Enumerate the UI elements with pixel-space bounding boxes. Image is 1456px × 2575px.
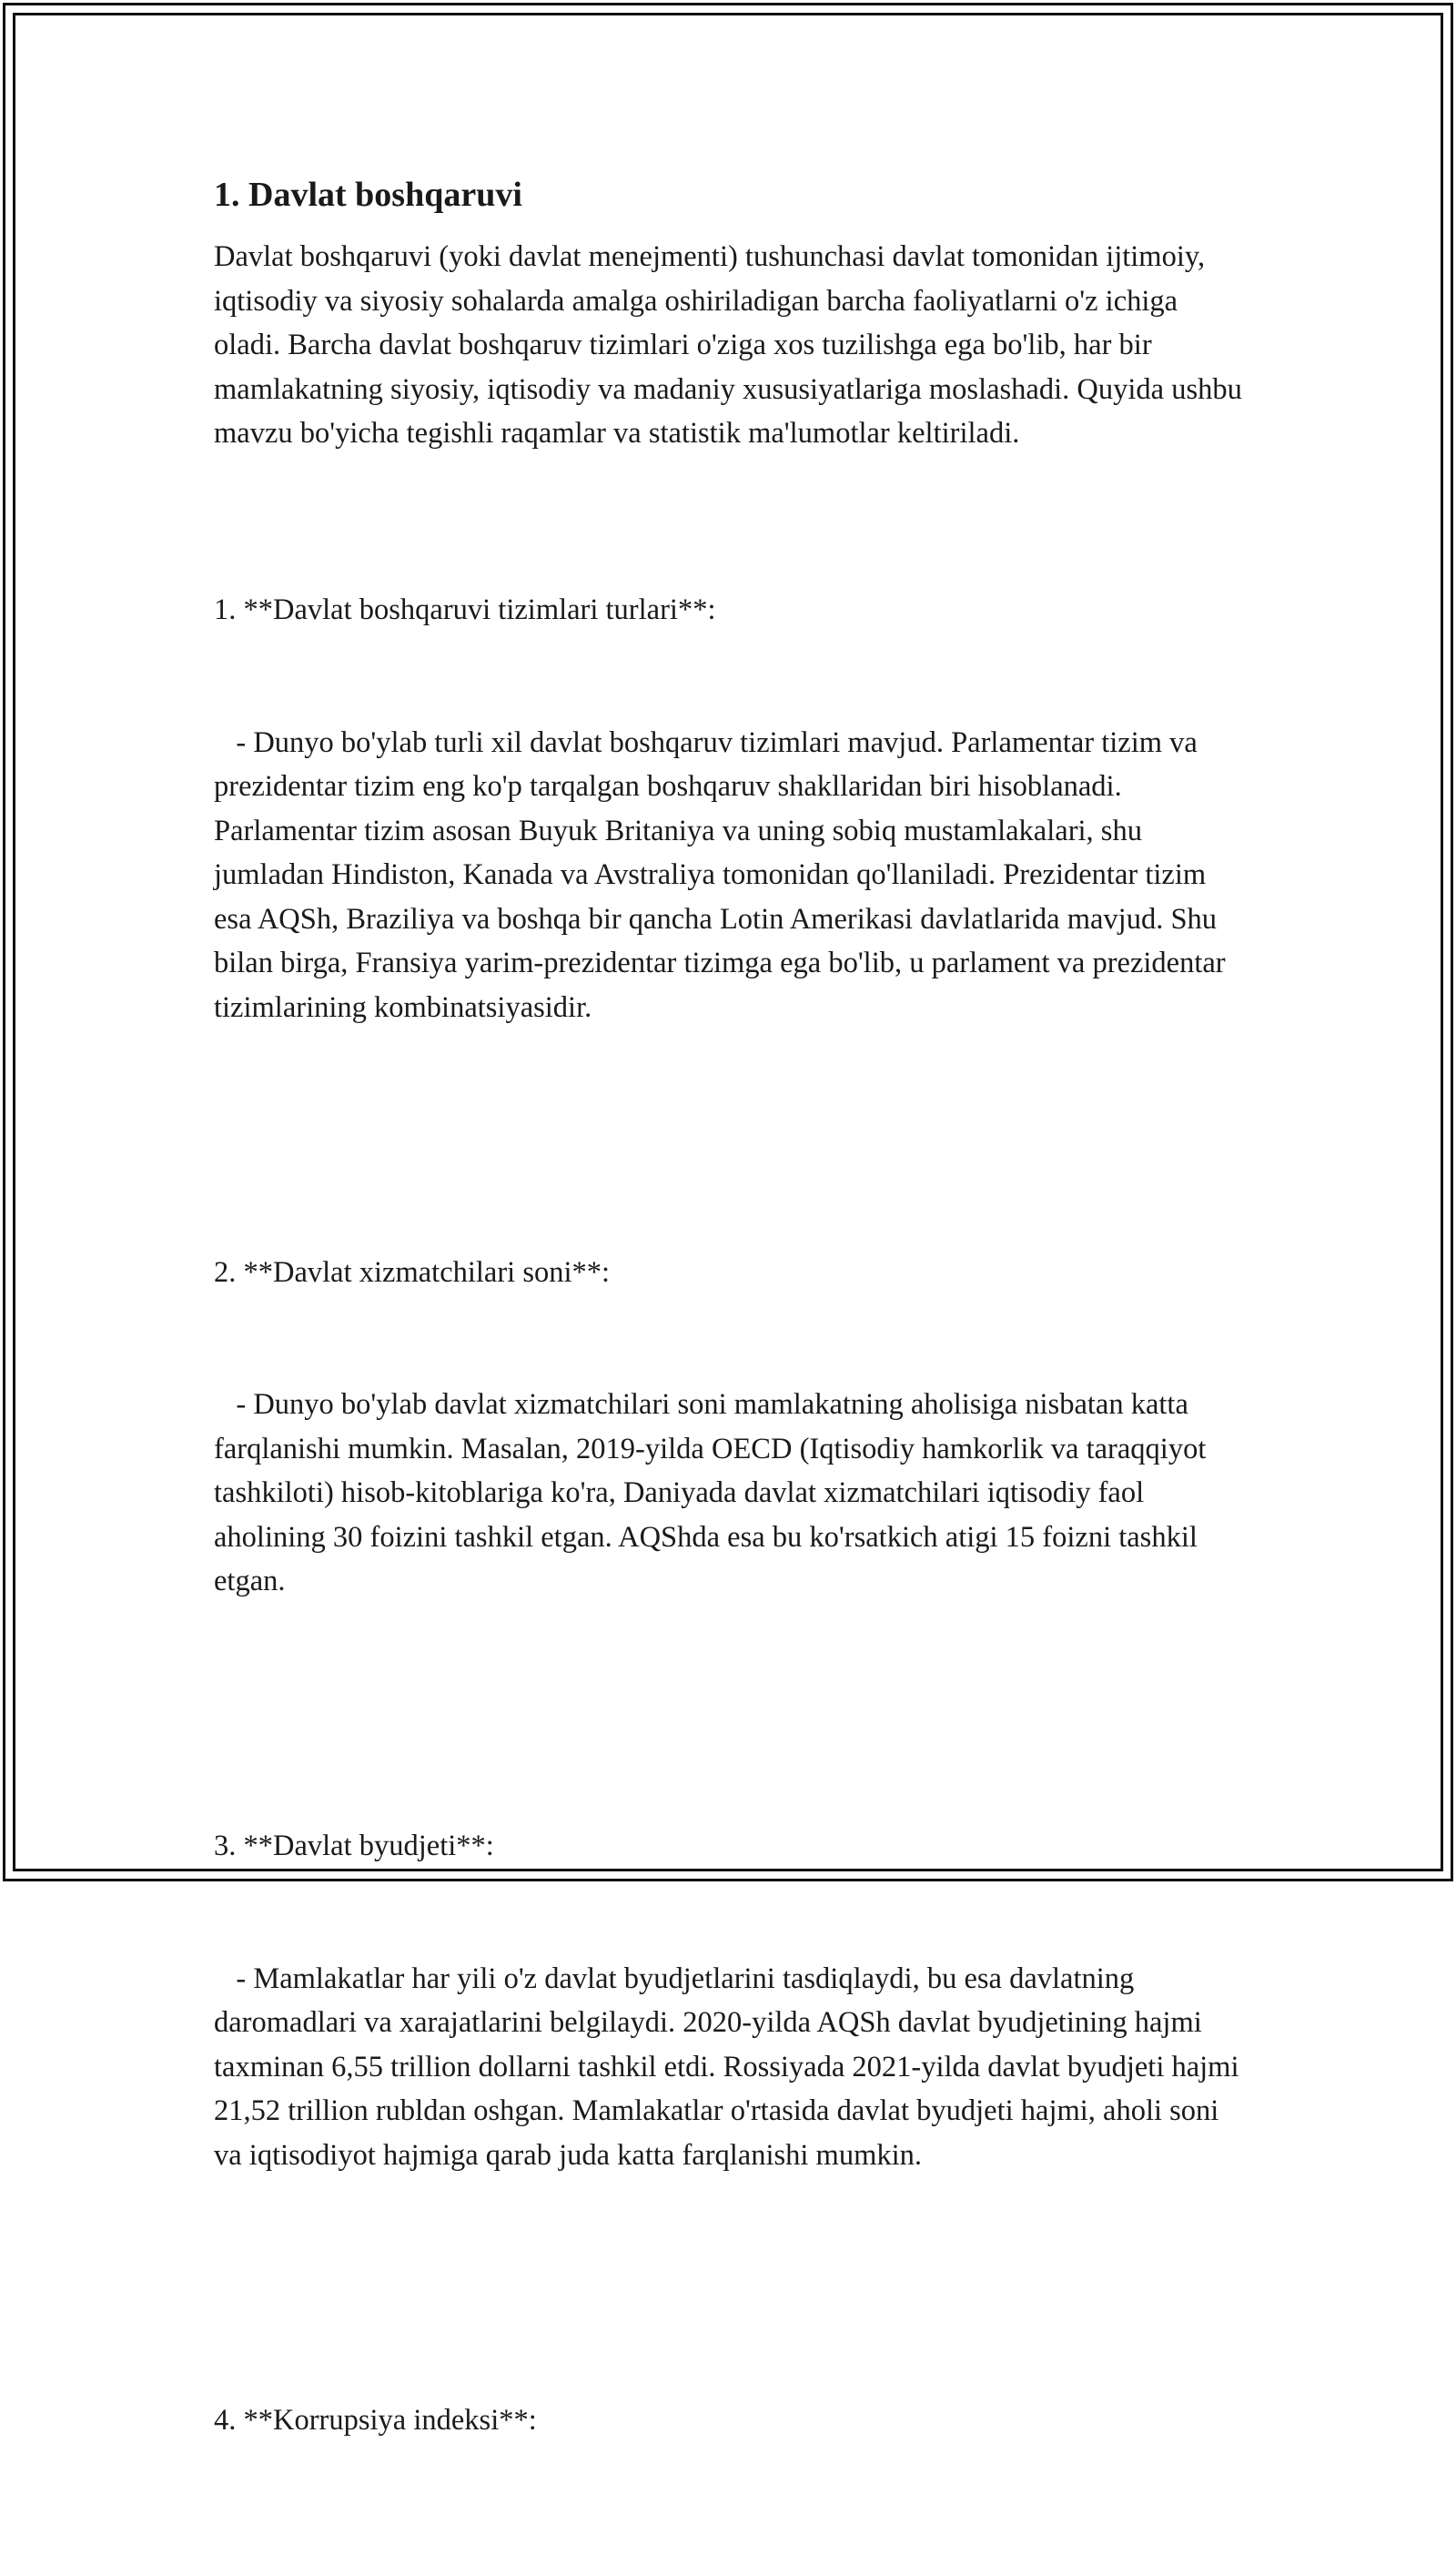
intro-paragraph: Davlat boshqaruvi (yoki davlat menejmenti) tushunchasi davlat tomonidan ijtimoiy, iqtisodiy va siyosiy sohalarda amalga oshiriladigan barcha faoliyatlarni o'z ichiga oladi. Barcha davlat boshqaruv tizimlari o'ziga xos tuzilishga ega bo'lib, har bir mamlakatning siyosiy, iqtisodiy va madaniy xususiyatlariga moslashadi. Quyida ushbu mavzu bo'yicha tegishli raqamlar va statistik ma'lumotlar keltiriladi. [214,240,1249,450]
list-item [214,1736,1247,2266]
document-title: 1. Davlat boshqaruvi [214,176,522,214]
list-item-body: - Dunyo bo'ylab turli xil davlat boshqaruv tizimlari mavjud. Parlamentar tizim va prezidentar tizim eng ko'p tarqalgan boshqaruv shakllaridan biri hisoblanadi. Parlamentar tizim asosan Buyuk Britaniya va uning sobiq mustamlakalari, shu jumladan Hindiston, Kanada va Avstraliya tomonidan qo'llaniladi. Prezidentar tizim esa AQSh, Braziliya va boshqa bir qancha Lotin Amerikasi davlatlarida mavjud. Shu bilan birga, Fransiya yarim-prezidentar tizimga ega bo'lib, u parlament va prezidentar tizimlarining kombinatsiyasidir. [214,725,1233,1024]
list-item-heading: 2. **Davlat xizmatchilari soni**: [214,1255,611,1289]
document-body [214,171,1247,2575]
list-item [214,1162,1247,1692]
list-item [214,500,1247,1118]
list-item-heading: 4. **Korrupsiya indeksi**: [214,2403,537,2437]
list-item-body: - Mamlakatlar har yili o'z davlat byudjetlarini tasdiqlaydi, bu esa davlatning daromadlari va xarajatlarini belgilaydi. 2020-yilda AQSh davlat byudjetining hajmi taxminan 6,55 trillion dollarni tashkil etdi. Rossiyada 2021-yilda davlat byudjeti hajmi 21,52 trillion rubldan oshgan. Mamlakatlar o'rtasida davlat byudjeti hajmi, aholi soni va iqtisodiyot hajmiga qarab juda katta farqlanishi mumkin. [214,1962,1247,2172]
list-item [214,2310,1247,2531]
list-item-body: - Dunyo bo'ylab davlat xizmatchilari soni mamlakatning aholisiga nisbatan katta farqlanishi mumkin. Masalan, 2019-yilda OECD (Iqtisodiy hamkorlik va taraqqiyot tashkiloti) hisob-kitoblariga ko'ra, Daniyada davlat xizmatchilari iqtisodiy faol aholining 30 foizini tashkil etgan. AQShda esa bu ko'rsatkich atigi 15 foizni tashkil etgan. [214,1388,1214,1597]
list-item-heading: 3. **Davlat byudjeti**: [214,1830,494,1862]
list-item-heading: 1. **Davlat boshqaruvi tizimlari turlari**: [214,593,716,626]
